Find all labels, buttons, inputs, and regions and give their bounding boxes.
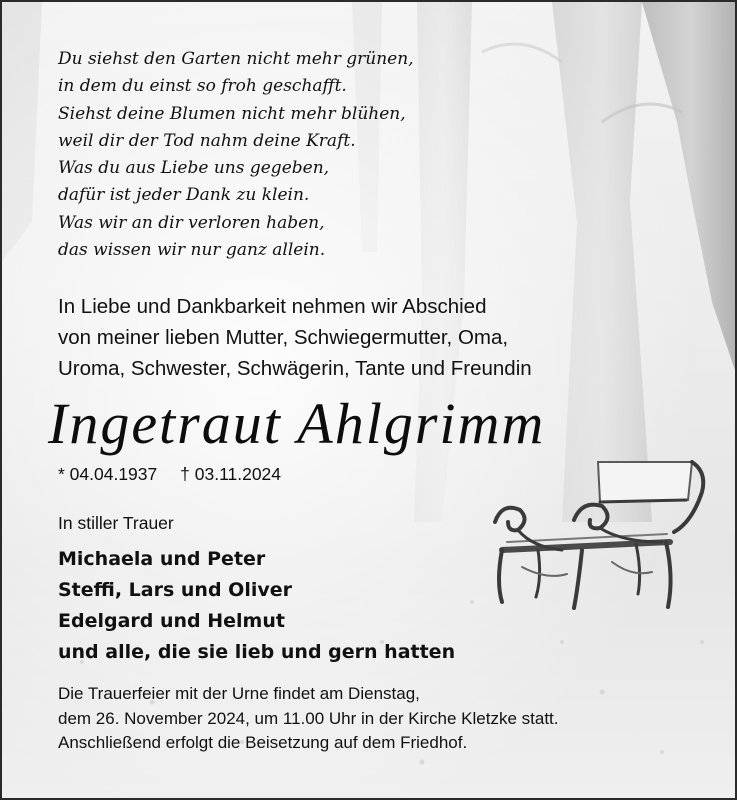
mourner-entry: Edelgard und Helmut [58, 610, 285, 632]
memorial-poem [58, 46, 414, 264]
farewell-line: In Liebe und Dankbarkeit nehmen wir Abschied [58, 295, 487, 318]
life-dates [58, 464, 299, 485]
funeral-details [58, 682, 559, 756]
mourner-entry: Steffi, Lars und Oliver [58, 579, 292, 601]
farewell-statement [58, 291, 532, 384]
death-date: † 03.11.2024 [180, 464, 282, 484]
mourners-list [58, 544, 455, 668]
poem-line: Du siehst den Garten nicht mehr grünen, [58, 49, 414, 69]
birth-date: * 04.04.1937 [58, 464, 158, 484]
farewell-line: von meiner lieben Mutter, Schwiegermutter, Oma, [58, 326, 509, 349]
mourner-entry: und alle, die sie lieb und gern hatten [58, 641, 456, 663]
poem-line: in dem du einst so froh geschafft. [58, 76, 347, 97]
poem-line: dafür ist jeder Dank zu klein. [58, 185, 310, 206]
poem-line: Was du aus Liebe uns gegeben, [58, 158, 330, 179]
funeral-line: Anschließend erfolgt die Beisetzung auf dem Friedhof. [58, 733, 468, 752]
funeral-line: dem 26. November 2024, um 11.00 Uhr in der Kirche Kletzke statt. [58, 708, 559, 728]
poem-line: weil dir der Tod nahm deine Kraft. [58, 130, 356, 151]
poem-line: Was wir an dir verloren haben, [58, 212, 325, 233]
funeral-line: Die Trauerfeier mit der Urne findet am Dienstag, [58, 684, 420, 703]
deceased-name: Ingetraut Ahlgrimm [48, 391, 546, 456]
mourner-entry: Michaela und Peter [58, 548, 266, 570]
poem-line: Siehst deine Blumen nicht mehr blühen, [58, 103, 406, 124]
poem-line: das wissen wir nur ganz allein. [58, 240, 326, 261]
mourning-heading: In stiller Trauer [58, 513, 174, 533]
farewell-line: Uroma, Schwester, Schwägerin, Tante und Freundin [58, 357, 532, 380]
